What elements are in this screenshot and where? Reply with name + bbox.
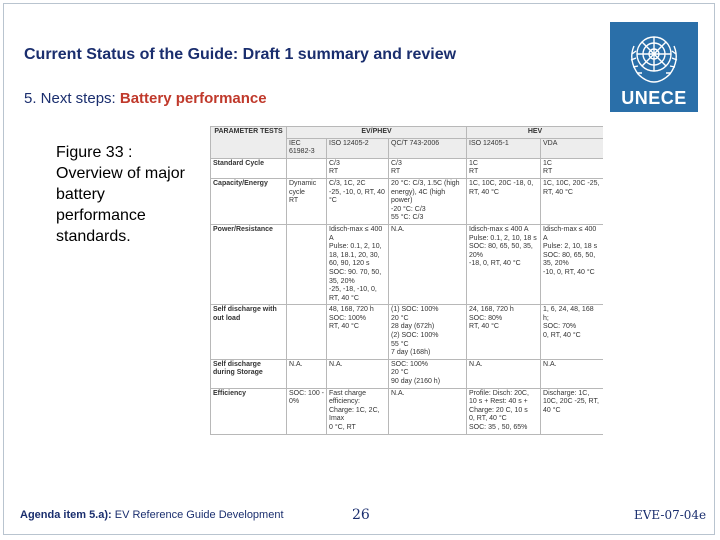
- column-header: ISO 12405-2: [327, 138, 389, 158]
- page-number: 26: [352, 507, 370, 523]
- slide-title: Current Status of the Guide: Draft 1 summary and review: [24, 46, 457, 63]
- table-cell: 24, 168, 720 h SOC: 80% RT, 40 °C: [467, 305, 541, 360]
- table-cell: N.A.: [287, 359, 327, 388]
- table-cell: SOC: 100 - 0%: [287, 388, 327, 434]
- table-cell: N.A.: [541, 359, 603, 388]
- slide-subtitle: [24, 90, 267, 107]
- standards-table-figure: [210, 126, 603, 496]
- table-cell: 1C RT: [467, 158, 541, 178]
- table-cell: Fast charge efficiency: Charge: 1C, 2C, Imax 0 °C, RT: [327, 388, 389, 434]
- row-parameter: Efficiency: [211, 388, 287, 434]
- row-parameter: Self discharge with out load: [211, 305, 287, 360]
- table-row: [211, 224, 604, 304]
- group-header-hev: HEV: [467, 127, 603, 139]
- table-cell: Idisch-max ≤ 400 A Pulse: 0.1, 2, 10, 18, 18.1, 20, 30, 60, 90, 120 s SOC: 90. 70, 50, 35, 20% -25, -18, -10, 0, RT, 40 °C: [327, 224, 389, 304]
- subtitle-highlight: Battery performance: [119, 90, 267, 107]
- subtitle-prefix: 5. Next steps:: [24, 90, 120, 107]
- column-header: ISO 12405-1: [467, 138, 541, 158]
- un-emblem-icon: [624, 26, 684, 86]
- table-cell: 48, 168, 720 h SOC: 100% RT, 40 °C: [327, 305, 389, 360]
- table-cell: 1C, 10C, 20C -18, 0, RT, 40 °C: [467, 178, 541, 224]
- standards-table: [210, 126, 603, 435]
- footer-agenda: [20, 509, 284, 521]
- table-row: [211, 178, 604, 224]
- corner-label: PARAMETER TESTS: [211, 127, 287, 159]
- table-cell: Idisch-max ≤ 400 A Pulse: 2, 10, 18 s SOC: 80, 65, 50, 35, 20% -10, 0, RT, 40 °C: [541, 224, 603, 304]
- unece-logo: [610, 22, 698, 112]
- table-cell: N.A.: [327, 359, 389, 388]
- table-cell: C/3 RT: [327, 158, 389, 178]
- group-header-ev-phev: EV/PHEV: [287, 127, 467, 139]
- table-cell: 1, 6, 24, 48, 168 h; SOC: 70% 0, RT, 40 °C: [541, 305, 603, 360]
- agenda-label: Agenda item 5.a):: [20, 509, 112, 521]
- document-code: EVE-07-04e: [634, 508, 707, 522]
- column-header: QC/T 743-2006: [389, 138, 467, 158]
- table-cell: Profile: Disch: 20C, 10 s + Rest: 40 s + Charge: 20 C, 10 s 0, RT, 40 °C SOC: 35 , 50, 65%: [467, 388, 541, 434]
- table-row: [211, 158, 604, 178]
- table-cell: N.A.: [389, 224, 467, 304]
- row-parameter: Self discharge during Storage: [211, 359, 287, 388]
- row-parameter: Capacity/Energy: [211, 178, 287, 224]
- table-cell: 1C RT: [541, 158, 603, 178]
- table-body: [211, 158, 604, 434]
- table-cell: Idisch-max ≤ 400 A Pulse: 0.1, 2, 10, 18 s SOC: 80, 65, 50, 35, 20% -18, 0, RT, 40 °C: [467, 224, 541, 304]
- table-cell: 20 °C: C/3, 1.5C (high energy), 4C (high power) -20 °C: C/3 55 °C: C/3: [389, 178, 467, 224]
- table-cell: C/3 RT: [389, 158, 467, 178]
- column-header: IEC 61982-3: [287, 138, 327, 158]
- table-cell: Dynamic cycle RT: [287, 178, 327, 224]
- figure-caption: Figure 33 : Overview of major battery performance standards.: [56, 144, 185, 245]
- table-cell: C/3, 1C, 2C -25, -10, 0, RT, 40 °C: [327, 178, 389, 224]
- table-cell: (1) SOC: 100% 20 °C 28 day (672h) (2) SOC: 100% 55 °C 7 day (168h): [389, 305, 467, 360]
- table-cell: SOC: 100% 20 °C 90 day (2160 h): [389, 359, 467, 388]
- table-cell: [287, 224, 327, 304]
- column-header: VDA: [541, 138, 603, 158]
- table-cell: Discharge: 1C, 10C, 20C -25, RT, 40 °C: [541, 388, 603, 434]
- agenda-text: EV Reference Guide Development: [111, 509, 284, 521]
- table-row: [211, 359, 604, 388]
- table-cell: [287, 158, 327, 178]
- table-row: [211, 305, 604, 360]
- table-cell: N.A.: [467, 359, 541, 388]
- logo-text: UNECE: [621, 88, 687, 108]
- table-group-header-row: [211, 127, 604, 139]
- table-cell: 1C, 10C, 20C -25, RT, 40 °C: [541, 178, 603, 224]
- table-cell: N.A.: [389, 388, 467, 434]
- table-row: [211, 388, 604, 434]
- row-parameter: Power/Resistance: [211, 224, 287, 304]
- table-cell: [287, 305, 327, 360]
- row-parameter: Standard Cycle: [211, 158, 287, 178]
